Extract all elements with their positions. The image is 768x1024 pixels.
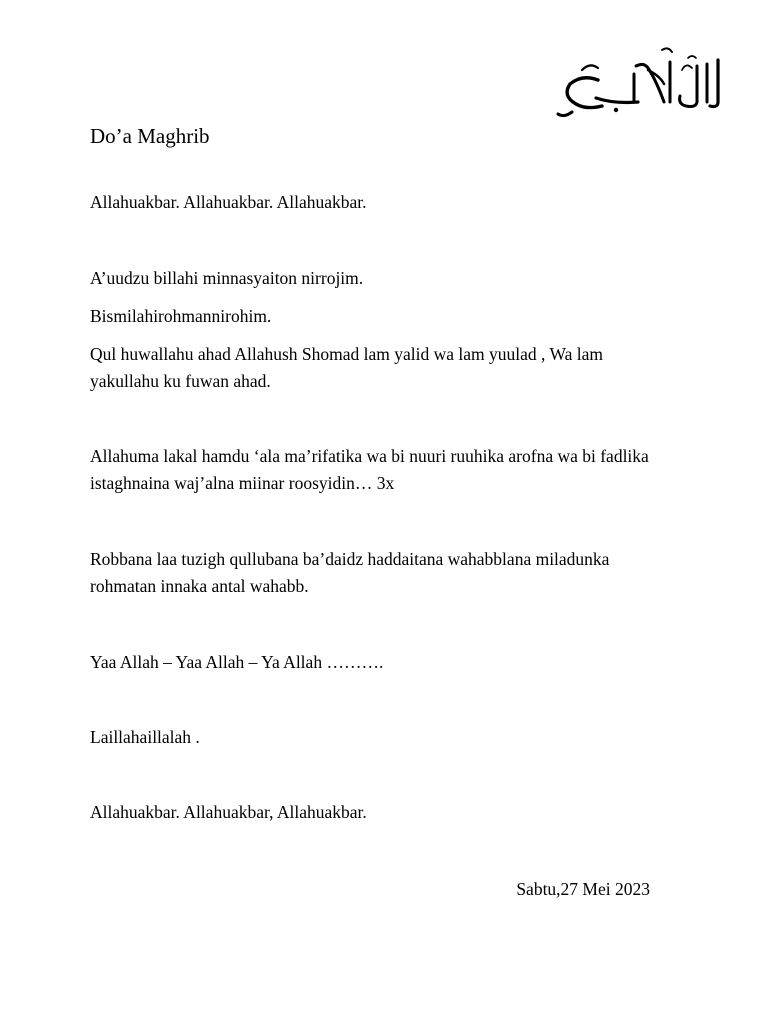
document-title: Do’a Maghrib [90, 124, 210, 148]
paragraph-al-ikhlas: Qul huwallahu ahad Allahush Shomad lam yalid wa lam yuulad , Wa lam yakullahu ku fuwan ahad. [90, 344, 603, 391]
paragraph-taawudz: A’uudzu billahi minnasyaiton nirrojim. [90, 268, 364, 288]
paragraph-takbir-opening: Allahuakbar. Allahuakbar. Allahuakbar. [90, 192, 367, 212]
paragraph-takbir-closing: Allahuakbar. Allahuakbar, Allahuakbar. [90, 802, 367, 822]
allahu-akbar-calligraphy [552, 40, 724, 120]
paragraph-allahuma-lakal-hamdu: Allahuma lakal hamdu ‘ala ma’rifatika wa bi nuuri ruuhika arofna wa bi fadlika istaghnaina waj’alna miinar roosyidin… 3x [90, 446, 649, 493]
document-date: Sabtu,27 Mei 2023 [516, 879, 650, 899]
paragraph-tahlil: Laillahaillalah . [90, 727, 200, 747]
paragraph-robbana: Robbana laa tuzigh qullubana ba’daidz haddaitana wahabblana miladunka rohmatan innaka antal wahabb. [90, 549, 610, 596]
paragraph-basmalah: Bismilahirohmannirohim. [90, 306, 272, 326]
paragraph-yaa-allah: Yaa Allah – Yaa Allah – Ya Allah ………. [90, 652, 384, 672]
